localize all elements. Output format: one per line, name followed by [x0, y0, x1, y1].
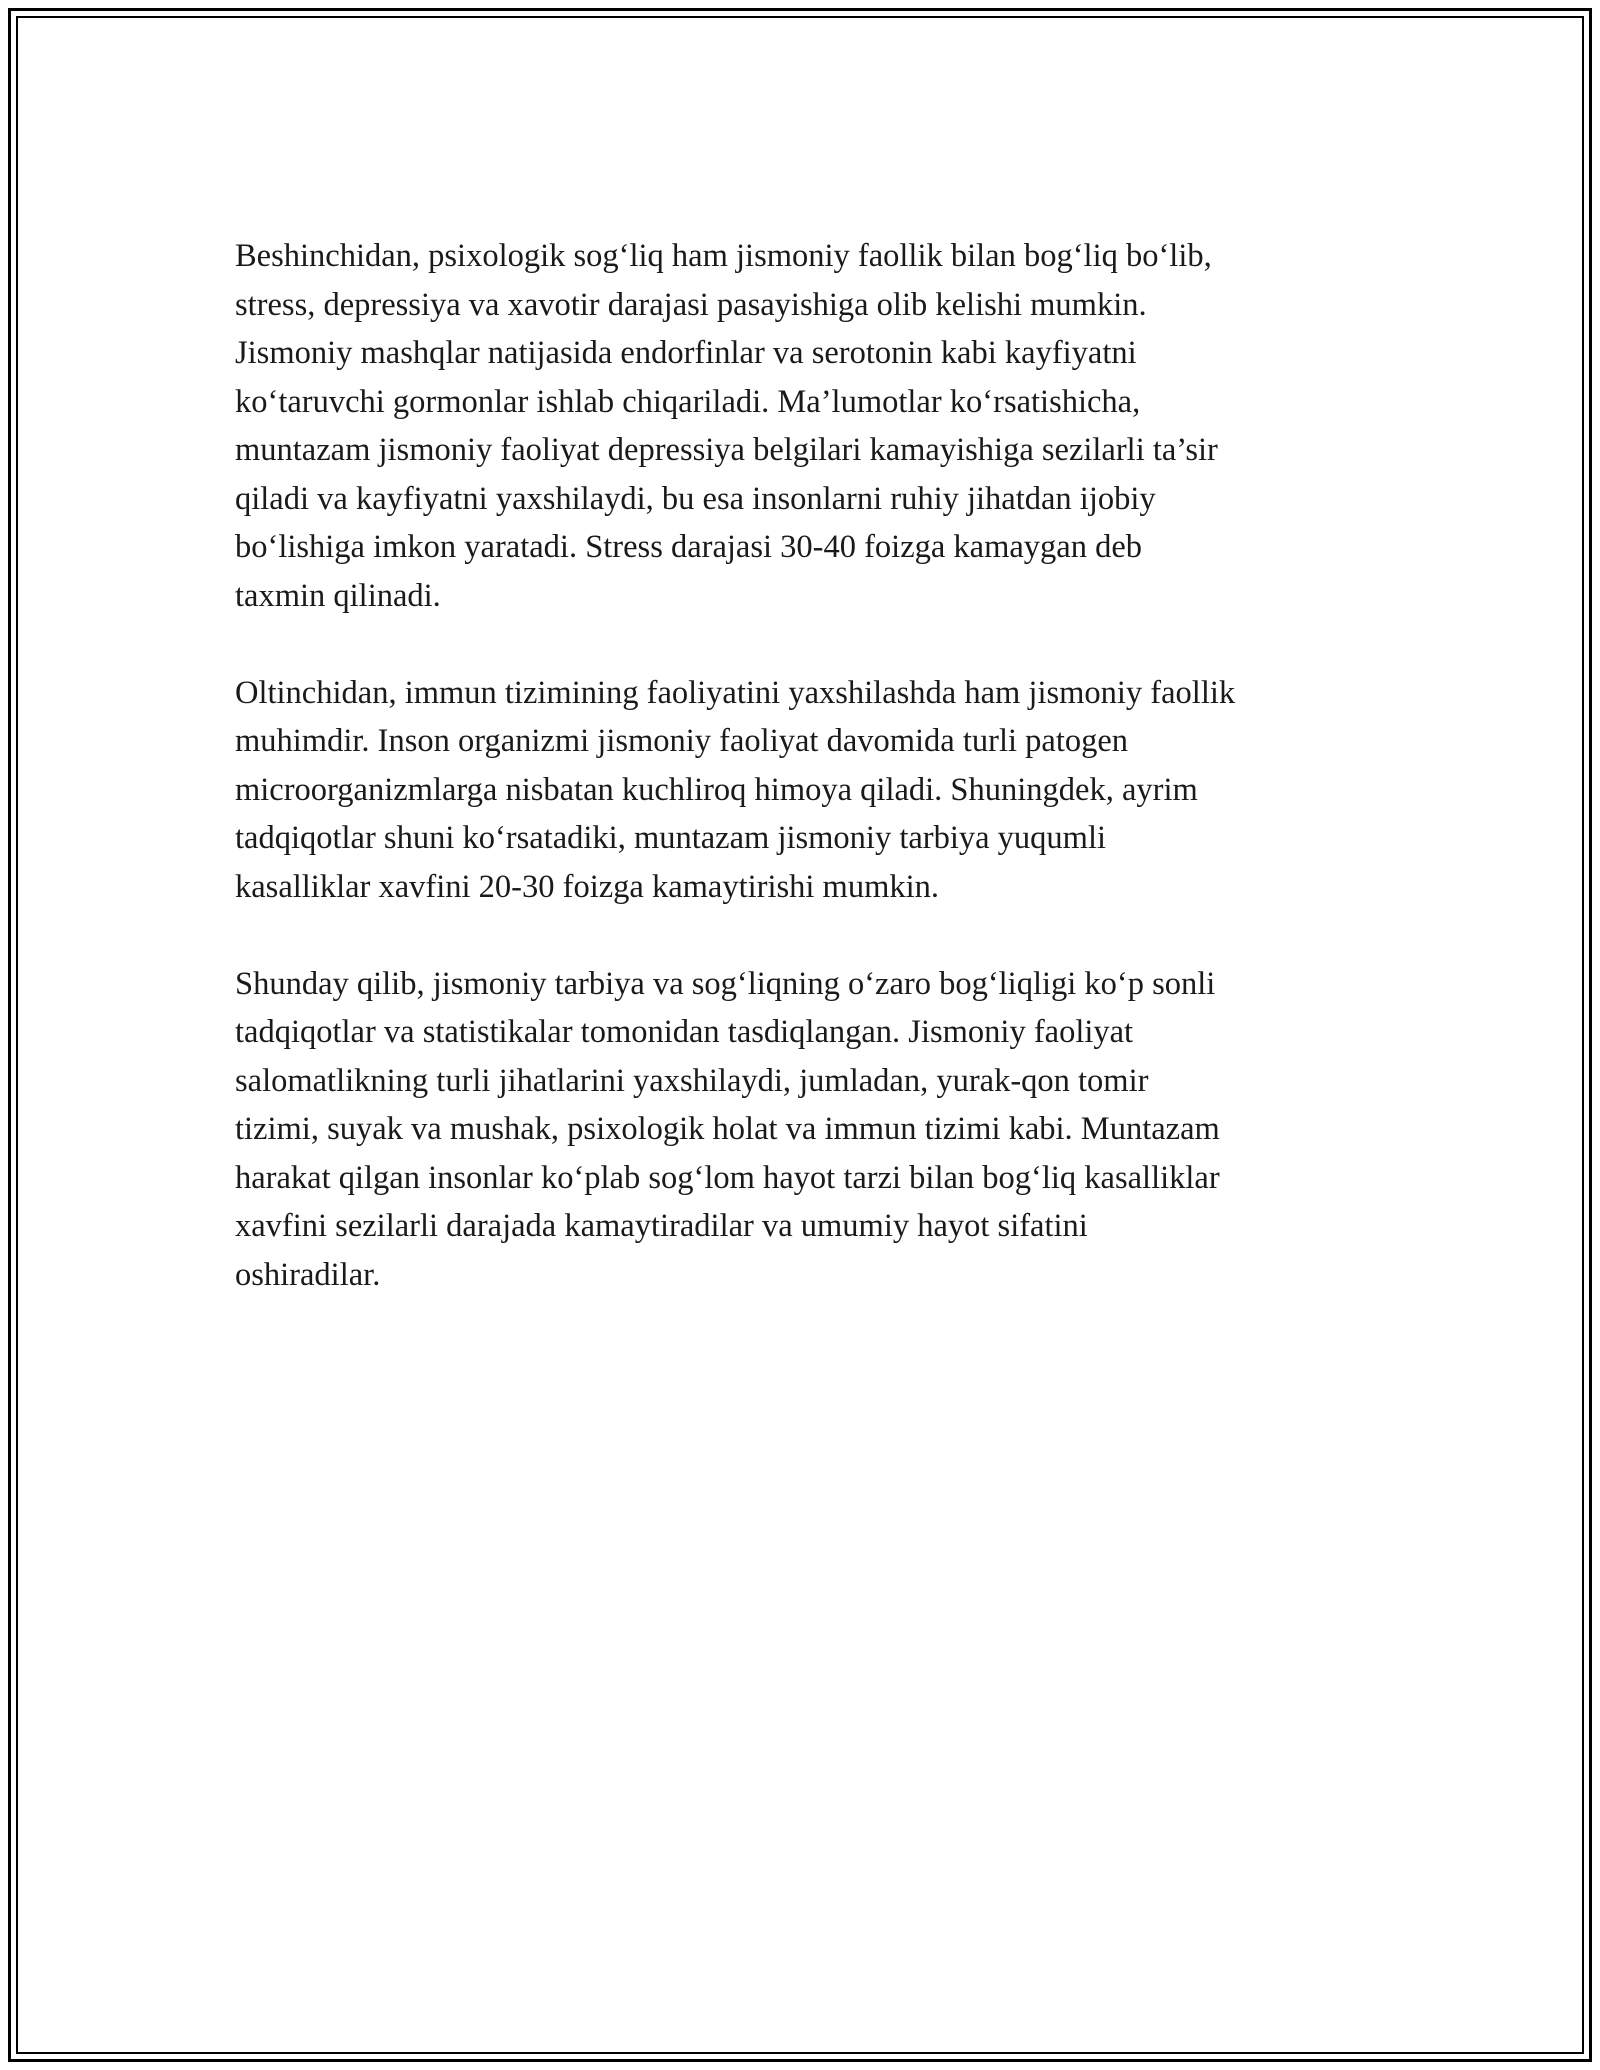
text-line: bo‘lishiga imkon yaratadi. Stress darajasi 30-40 foizga kamaygan deb: [235, 529, 1143, 565]
text-line: tadqiqotlar va statistikalar tomonidan tasdiqlangan. Jismoniy faoliyat: [235, 1014, 1134, 1050]
text-line: qiladi va kayfiyatni yaxshilaydi, bu esa insonlarni ruhiy jihatdan ijobiy: [235, 480, 1156, 517]
text-line: taxmin qilinadi.: [235, 577, 441, 614]
text-line: ko‘taruvchi gormonlar ishlab chiqariladi. Ma’lumotlar ko‘rsatishicha,: [235, 383, 1141, 420]
text-line: harakat qilgan insonlar ko‘plab sog‘lom hayot tarzi bilan bog‘liq kasalliklar: [235, 1159, 1220, 1196]
text-line: xavfini sezilarli darajada kamaytiradilar va umumiy hayot sifatini: [235, 1208, 1088, 1244]
text-line: microorganizmlarga nisbatan kuchliroq himoya qiladi. Shuningdek, ayrim: [235, 771, 1198, 808]
paragraph-psychological-health: [235, 232, 1385, 620]
text-line: tizimi, suyak va mushak, psixologik holat va immun tizimi kabi. Muntazam: [235, 1111, 1220, 1147]
text-line: Jismoniy mashqlar natijasida endorfinlar va serotonin kabi kayfiyatni: [235, 335, 1137, 371]
text-line: muhimdir. Inson organizmi jismoniy faoliyat davomida turli patogen: [235, 723, 1129, 759]
text-line: muntazam jismoniy faoliyat depressiya belgilari kamayishiga sezilarli ta’sir: [235, 432, 1218, 468]
text-line: Oltinchidan, immun tizimining faoliyatini yaxshilashda ham jismoniy faollik: [235, 674, 1236, 711]
paragraph-immune-system: [235, 669, 1385, 912]
text-line: tadqiqotlar shuni ko‘rsatadiki, muntazam jismoniy tarbiya yuqumli: [235, 820, 1107, 856]
document-body: [235, 232, 1385, 1348]
text-line: stress, depressiya va xavotir darajasi pasayishiga olib kelishi mumkin.: [235, 286, 1147, 323]
text-line: salomatlikning turli jihatlarini yaxshilaydi, jumladan, yurak-qon tomir: [235, 1062, 1149, 1099]
text-line: Shunday qilib, jismoniy tarbiya va sog‘liqning o‘zaro bog‘liqligi ko‘p sonli: [235, 965, 1216, 1002]
paragraph-conclusion: [235, 960, 1385, 1300]
text-line: kasalliklar xavfini 20-30 foizga kamaytirishi mumkin.: [235, 868, 940, 905]
text-line: oshiradilar.: [235, 1256, 381, 1293]
text-line: Beshinchidan, psixologik sog‘liq ham jismoniy faollik bilan bog‘liq bo‘lib,: [235, 238, 1212, 274]
